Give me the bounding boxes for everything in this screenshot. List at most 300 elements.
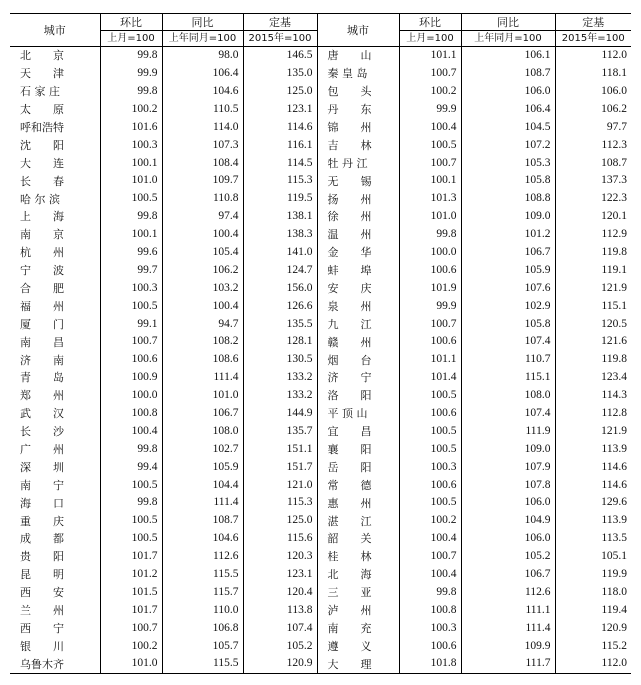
left-base-cell: 116.1	[243, 136, 317, 154]
left-mom-cell: 100.7	[100, 620, 162, 638]
left-base-cell: 135.5	[243, 315, 317, 333]
table-row	[10, 369, 631, 387]
left-base-cell: 138.3	[243, 226, 317, 244]
header-city-right: 城市	[317, 14, 399, 47]
left-city-cell: 海 口	[10, 494, 100, 512]
right-base-cell: 112.0	[601, 49, 627, 62]
table-row	[10, 405, 631, 423]
right-city-cell: 襄 阳	[317, 441, 399, 459]
right-base-cell: 97.7	[606, 120, 627, 133]
right-yoy-cell: 105.8	[461, 315, 555, 333]
header-mom-left: 环比	[100, 14, 162, 31]
left-city-cell: 西 宁	[10, 620, 100, 638]
left-base-cell: 125.0	[243, 512, 317, 530]
right-base-cell: 114.6	[601, 460, 627, 473]
right-base-cell: 108.7	[601, 156, 627, 169]
right-mom-cell: 101.3	[399, 190, 461, 208]
right-city-cell: 泉 州	[317, 297, 399, 315]
left-city-cell: 郑 州	[10, 387, 100, 405]
right-yoy-cell: 105.8	[461, 172, 555, 190]
right-mom-cell: 100.4	[399, 119, 461, 137]
left-base-cell: 138.1	[243, 208, 317, 226]
left-base-cell: 105.2	[243, 637, 317, 655]
right-city-cell: 岳 阳	[317, 458, 399, 476]
right-base-cell: 118.0	[601, 585, 627, 598]
left-base-cell: 130.5	[243, 351, 317, 369]
table-row	[10, 584, 631, 602]
right-mom-cell: 100.6	[399, 476, 461, 494]
left-mom-cell: 99.8	[100, 494, 162, 512]
right-base-cell: 119.8	[601, 245, 627, 258]
left-yoy-cell: 115.7	[162, 584, 243, 602]
left-base-cell: 115.3	[243, 494, 317, 512]
right-mom-cell: 100.6	[399, 637, 461, 655]
right-city-cell: 金 华	[317, 244, 399, 262]
right-mom-cell: 100.7	[399, 65, 461, 83]
right-base-cell: 114.6	[601, 478, 627, 491]
left-city-cell: 厦 门	[10, 315, 100, 333]
right-city-cell: 扬 州	[317, 190, 399, 208]
table-row	[10, 637, 631, 655]
table-row	[10, 530, 631, 548]
left-yoy-cell: 104.6	[162, 530, 243, 548]
right-yoy-cell: 108.0	[461, 387, 555, 405]
right-city-cell: 桂 林	[317, 548, 399, 566]
right-yoy-cell: 112.6	[461, 584, 555, 602]
left-yoy-cell: 101.0	[162, 387, 243, 405]
left-base-cell: 151.7	[243, 458, 317, 476]
left-mom-cell: 101.7	[100, 548, 162, 566]
table-row	[10, 280, 631, 298]
right-yoy-cell: 111.4	[461, 620, 555, 638]
left-base-cell: 113.8	[243, 602, 317, 620]
header-yoy-left: 同比	[162, 14, 243, 31]
left-base-cell: 133.2	[243, 387, 317, 405]
right-city-cell: 大 理	[317, 655, 399, 673]
left-mom-cell: 100.5	[100, 512, 162, 530]
right-mom-cell: 100.3	[399, 620, 461, 638]
right-yoy-cell: 106.0	[461, 530, 555, 548]
right-yoy-cell: 107.2	[461, 136, 555, 154]
right-mom-cell: 101.1	[399, 47, 461, 65]
right-yoy-cell: 110.7	[461, 351, 555, 369]
left-mom-cell: 101.0	[100, 172, 162, 190]
left-base-cell: 126.6	[243, 297, 317, 315]
left-mom-cell: 100.5	[100, 476, 162, 494]
right-base-cell: 115.1	[601, 299, 627, 312]
left-yoy-cell: 104.6	[162, 83, 243, 101]
table-row	[10, 333, 631, 351]
left-city-cell: 合 肥	[10, 280, 100, 298]
table-row	[10, 458, 631, 476]
right-yoy-cell: 106.1	[461, 47, 555, 65]
right-city-cell: 常 德	[317, 476, 399, 494]
left-mom-cell: 101.0	[100, 655, 162, 673]
right-city-cell: 牡 丹 江	[317, 154, 399, 172]
right-base-cell: 105.1	[601, 550, 627, 563]
left-yoy-cell: 98.0	[162, 47, 243, 65]
header-row-main	[10, 14, 631, 31]
left-mom-cell: 100.5	[100, 297, 162, 315]
right-base-cell: 114.3	[601, 389, 627, 402]
table-row	[10, 602, 631, 620]
left-mom-cell: 100.5	[100, 190, 162, 208]
right-base-cell: 115.2	[601, 639, 627, 652]
left-mom-cell: 100.6	[100, 351, 162, 369]
left-mom-cell: 99.8	[100, 441, 162, 459]
right-yoy-cell: 111.1	[461, 602, 555, 620]
right-city-cell: 包 头	[317, 83, 399, 101]
left-mom-cell: 100.7	[100, 333, 162, 351]
left-city-cell: 乌鲁木齐	[10, 655, 100, 673]
right-city-cell: 济 宁	[317, 369, 399, 387]
left-yoy-cell: 100.4	[162, 297, 243, 315]
right-yoy-cell: 105.9	[461, 262, 555, 280]
right-city-cell: 九 江	[317, 315, 399, 333]
left-city-cell: 福 州	[10, 297, 100, 315]
right-city-cell: 吉 林	[317, 136, 399, 154]
right-mom-cell: 100.5	[399, 423, 461, 441]
header-base-right: 定基	[555, 14, 631, 31]
right-city-cell: 徐 州	[317, 208, 399, 226]
right-yoy-cell: 107.6	[461, 280, 555, 298]
right-base-cell: 112.9	[601, 228, 627, 241]
right-yoy-cell: 106.0	[461, 83, 555, 101]
left-yoy-cell: 108.6	[162, 351, 243, 369]
left-yoy-cell: 105.7	[162, 637, 243, 655]
table-row	[10, 476, 631, 494]
right-base-cell: 113.5	[601, 532, 627, 545]
right-mom-cell: 100.6	[399, 262, 461, 280]
left-mom-cell: 99.4	[100, 458, 162, 476]
left-mom-cell: 100.1	[100, 154, 162, 172]
right-mom-cell: 100.4	[399, 566, 461, 584]
left-yoy-cell: 109.7	[162, 172, 243, 190]
right-base-cell: 112.8	[601, 407, 627, 419]
left-yoy-cell: 108.0	[162, 423, 243, 441]
left-mom-cell: 101.2	[100, 566, 162, 584]
left-mom-cell: 101.5	[100, 584, 162, 602]
right-yoy-cell: 107.4	[461, 405, 555, 423]
right-yoy-cell: 109.9	[461, 637, 555, 655]
left-city-cell: 贵 阳	[10, 548, 100, 566]
right-city-cell: 宜 昌	[317, 423, 399, 441]
left-city-cell: 北 京	[10, 47, 100, 65]
header-mom-sub-left: 上月=100	[100, 31, 162, 47]
right-yoy-cell: 106.4	[461, 101, 555, 119]
right-yoy-cell: 111.7	[461, 655, 555, 673]
right-mom-cell: 100.5	[399, 387, 461, 405]
left-base-cell: 120.9	[243, 655, 317, 673]
left-base-cell: 121.0	[243, 476, 317, 494]
header-yoy-sub-right: 上年同月=100	[461, 31, 555, 47]
left-yoy-cell: 102.7	[162, 441, 243, 459]
left-yoy-cell: 97.4	[162, 208, 243, 226]
right-base-cell: 137.3	[601, 174, 627, 187]
table-row	[10, 620, 631, 638]
right-base-cell: 113.9	[601, 514, 627, 527]
table-row	[10, 47, 631, 65]
left-mom-cell: 99.8	[100, 47, 162, 65]
price-index-table-container	[10, 13, 631, 674]
right-city-cell: 烟 台	[317, 351, 399, 369]
right-base-cell: 119.4	[601, 603, 627, 616]
left-mom-cell: 100.9	[100, 369, 162, 387]
right-city-cell: 南 充	[317, 620, 399, 638]
left-yoy-cell: 107.3	[162, 136, 243, 154]
right-yoy-cell: 106.7	[461, 566, 555, 584]
table-row	[10, 315, 631, 333]
left-yoy-cell: 105.4	[162, 244, 243, 262]
right-yoy-cell: 108.7	[461, 65, 555, 83]
left-base-cell: 120.3	[243, 548, 317, 566]
right-city-cell: 惠 州	[317, 494, 399, 512]
left-city-cell: 广 州	[10, 441, 100, 459]
table-row	[10, 65, 631, 83]
left-city-cell: 呼和浩特	[10, 119, 100, 137]
table-row	[10, 208, 631, 226]
right-mom-cell: 100.7	[399, 548, 461, 566]
left-city-cell: 南 京	[10, 226, 100, 244]
right-yoy-cell: 101.2	[461, 226, 555, 244]
right-yoy-cell: 111.9	[461, 423, 555, 441]
left-base-cell: 123.1	[243, 566, 317, 584]
left-city-cell: 青 岛	[10, 369, 100, 387]
table-row	[10, 244, 631, 262]
right-yoy-cell: 109.0	[461, 208, 555, 226]
right-city-cell: 遵 义	[317, 637, 399, 655]
left-yoy-cell: 110.0	[162, 602, 243, 620]
right-yoy-cell: 105.2	[461, 548, 555, 566]
right-city-cell: 丹 东	[317, 101, 399, 119]
right-mom-cell: 101.0	[399, 208, 461, 226]
right-mom-cell: 99.8	[399, 584, 461, 602]
table-row	[10, 512, 631, 530]
left-city-cell: 大 连	[10, 154, 100, 172]
left-mom-cell: 99.1	[100, 315, 162, 333]
left-mom-cell: 99.9	[100, 65, 162, 83]
right-mom-cell: 101.8	[399, 655, 461, 673]
table-row	[10, 655, 631, 673]
left-base-cell: 125.0	[243, 83, 317, 101]
right-base-cell: 106.2	[601, 102, 627, 115]
left-base-cell: 135.0	[243, 65, 317, 83]
right-city-cell: 湛 江	[317, 512, 399, 530]
left-city-cell: 银 川	[10, 637, 100, 655]
table-row	[10, 351, 631, 369]
table-row	[10, 566, 631, 584]
right-mom-cell: 100.1	[399, 172, 461, 190]
left-yoy-cell: 105.9	[162, 458, 243, 476]
right-yoy-cell: 115.1	[461, 369, 555, 387]
right-base-cell: 112.3	[601, 138, 627, 151]
right-yoy-cell: 107.9	[461, 458, 555, 476]
right-city-cell: 秦 皇 岛	[317, 65, 399, 83]
right-mom-cell: 99.9	[399, 297, 461, 315]
left-yoy-cell: 100.4	[162, 226, 243, 244]
left-city-cell: 上 海	[10, 208, 100, 226]
right-city-cell: 三 亚	[317, 584, 399, 602]
left-city-cell: 武 汉	[10, 405, 100, 423]
right-city-cell: 安 庆	[317, 280, 399, 298]
left-city-cell: 济 南	[10, 351, 100, 369]
right-city-cell: 洛 阳	[317, 387, 399, 405]
right-yoy-cell: 104.5	[461, 119, 555, 137]
table-row	[10, 262, 631, 280]
right-yoy-cell: 109.0	[461, 441, 555, 459]
left-city-cell: 重 庆	[10, 512, 100, 530]
table-row	[10, 226, 631, 244]
left-mom-cell: 100.3	[100, 280, 162, 298]
left-mom-cell: 100.0	[100, 387, 162, 405]
table-row	[10, 548, 631, 566]
right-mom-cell: 100.3	[399, 458, 461, 476]
left-city-cell: 杭 州	[10, 244, 100, 262]
right-base-cell: 113.9	[601, 442, 627, 455]
left-yoy-cell: 106.2	[162, 262, 243, 280]
right-mom-cell: 100.0	[399, 244, 461, 262]
left-city-cell: 石 家 庄	[10, 83, 100, 101]
header-yoy-right: 同比	[461, 14, 555, 31]
left-base-cell: 114.5	[243, 154, 317, 172]
right-base-cell: 121.9	[601, 424, 627, 437]
left-city-cell: 沈 阳	[10, 136, 100, 154]
left-base-cell: 115.3	[243, 172, 317, 190]
left-mom-cell: 100.4	[100, 423, 162, 441]
left-base-cell: 128.1	[243, 333, 317, 351]
left-base-cell: 119.5	[243, 190, 317, 208]
left-yoy-cell: 111.4	[162, 494, 243, 512]
header-base-sub-left: 2015年=100	[243, 31, 317, 47]
left-city-cell: 宁 波	[10, 262, 100, 280]
right-base-cell: 129.6	[601, 496, 627, 509]
left-base-cell: 120.4	[243, 584, 317, 602]
left-city-cell: 成 都	[10, 530, 100, 548]
right-yoy-cell: 106.7	[461, 244, 555, 262]
left-base-cell: 133.2	[243, 369, 317, 387]
right-yoy-cell: 104.9	[461, 512, 555, 530]
left-city-cell: 西 安	[10, 584, 100, 602]
left-city-cell: 南 昌	[10, 333, 100, 351]
left-yoy-cell: 108.2	[162, 333, 243, 351]
right-city-cell: 无 锡	[317, 172, 399, 190]
right-city-cell: 泸 州	[317, 602, 399, 620]
table-row	[10, 387, 631, 405]
left-mom-cell: 100.1	[100, 226, 162, 244]
right-city-cell: 赣 州	[317, 333, 399, 351]
table-row	[10, 190, 631, 208]
right-mom-cell: 100.7	[399, 315, 461, 333]
left-mom-cell: 100.5	[100, 530, 162, 548]
table-row	[10, 172, 631, 190]
left-yoy-cell: 115.5	[162, 655, 243, 673]
right-mom-cell: 100.8	[399, 602, 461, 620]
right-yoy-cell: 106.0	[461, 494, 555, 512]
left-yoy-cell: 104.4	[162, 476, 243, 494]
left-yoy-cell: 112.6	[162, 548, 243, 566]
right-base-cell: 119.9	[601, 568, 627, 581]
table-row	[10, 154, 631, 172]
header-yoy-sub-left: 上年同月=100	[162, 31, 243, 47]
right-city-cell: 蚌 埠	[317, 262, 399, 280]
right-mom-cell: 100.5	[399, 136, 461, 154]
left-mom-cell: 100.2	[100, 637, 162, 655]
table-row	[10, 119, 631, 137]
left-yoy-cell: 110.5	[162, 101, 243, 119]
right-city-cell: 韶 关	[317, 530, 399, 548]
left-city-cell: 太 原	[10, 101, 100, 119]
right-mom-cell: 99.8	[399, 226, 461, 244]
left-city-cell: 哈 尔 滨	[10, 190, 100, 208]
left-city-cell: 长 沙	[10, 423, 100, 441]
header-base-left: 定基	[243, 14, 317, 31]
right-city-cell: 温 州	[317, 226, 399, 244]
left-city-cell: 南 宁	[10, 476, 100, 494]
right-yoy-cell: 105.3	[461, 154, 555, 172]
left-city-cell: 天 津	[10, 65, 100, 83]
header-mom-right: 环比	[399, 14, 461, 31]
table-row	[10, 101, 631, 119]
table-row	[10, 136, 631, 154]
left-base-cell: 144.9	[243, 405, 317, 423]
right-mom-cell: 100.6	[399, 333, 461, 351]
table-row	[10, 494, 631, 512]
left-mom-cell: 99.6	[100, 244, 162, 262]
right-mom-cell: 100.2	[399, 512, 461, 530]
left-yoy-cell: 106.7	[162, 405, 243, 423]
left-yoy-cell: 111.4	[162, 369, 243, 387]
left-base-cell: 123.1	[243, 101, 317, 119]
right-yoy-cell: 107.8	[461, 476, 555, 494]
table-row	[10, 83, 631, 101]
left-mom-cell: 101.7	[100, 602, 162, 620]
right-yoy-cell: 107.4	[461, 333, 555, 351]
left-base-cell: 156.0	[243, 280, 317, 298]
left-base-cell: 141.0	[243, 244, 317, 262]
left-yoy-cell: 103.2	[162, 280, 243, 298]
left-base-cell: 115.6	[243, 530, 317, 548]
right-base-cell: 122.3	[601, 192, 627, 205]
left-city-cell: 深 圳	[10, 458, 100, 476]
left-mom-cell: 99.8	[100, 83, 162, 101]
table-body	[10, 47, 631, 674]
left-base-cell: 124.7	[243, 262, 317, 280]
right-mom-cell: 101.4	[399, 369, 461, 387]
left-yoy-cell: 108.4	[162, 154, 243, 172]
right-base-cell: 120.9	[601, 621, 627, 634]
left-mom-cell: 100.3	[100, 136, 162, 154]
left-base-cell: 135.7	[243, 423, 317, 441]
left-yoy-cell: 94.7	[162, 315, 243, 333]
left-base-cell: 151.1	[243, 441, 317, 459]
left-mom-cell: 99.7	[100, 262, 162, 280]
right-mom-cell: 100.4	[399, 530, 461, 548]
right-city-cell: 北 海	[317, 566, 399, 584]
right-base-cell: 123.4	[601, 371, 627, 384]
right-yoy-cell: 108.8	[461, 190, 555, 208]
right-mom-cell: 100.5	[399, 494, 461, 512]
right-base-cell: 121.9	[601, 281, 627, 294]
right-mom-cell: 100.5	[399, 441, 461, 459]
right-mom-cell: 99.9	[399, 101, 461, 119]
right-city-cell: 锦 州	[317, 119, 399, 137]
left-city-cell: 兰 州	[10, 602, 100, 620]
left-mom-cell: 100.8	[100, 405, 162, 423]
right-base-cell: 112.0	[555, 655, 631, 673]
left-mom-cell: 99.8	[100, 208, 162, 226]
left-yoy-cell: 106.8	[162, 620, 243, 638]
right-base-cell: 118.1	[601, 67, 627, 80]
